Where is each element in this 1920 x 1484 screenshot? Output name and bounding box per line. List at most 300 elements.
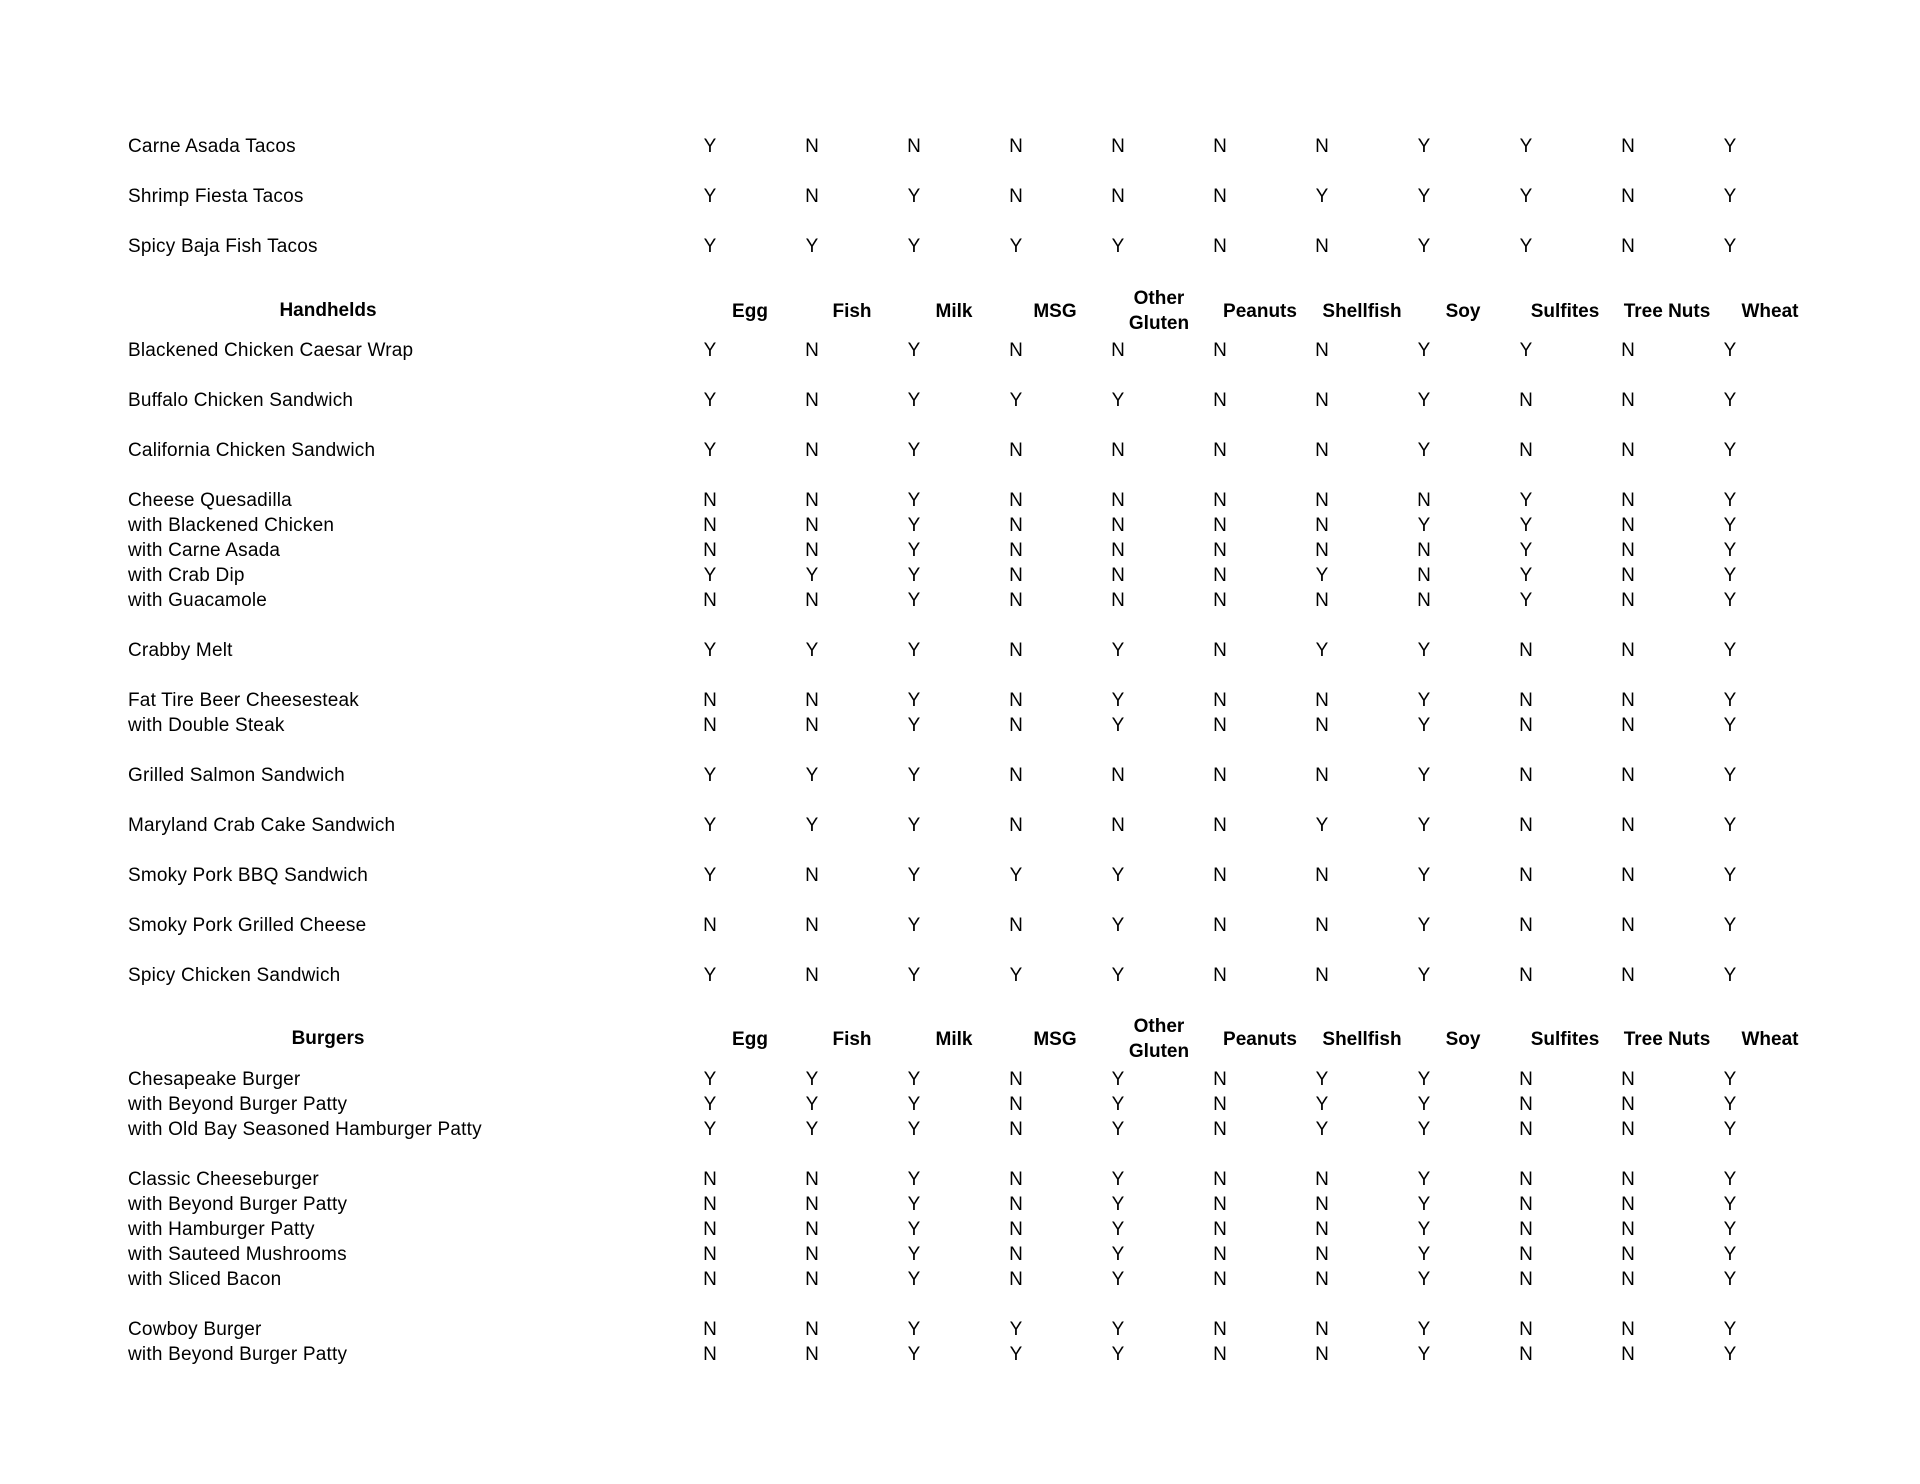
table-row [0,1316,1920,1344]
allergen-flag: N [1213,186,1227,207]
allergen-flag: Y [1723,1319,1737,1340]
allergen-flag: N [805,1344,819,1365]
allergen-flag: Y [907,640,921,661]
allergen-flag: Y [1009,965,1023,986]
column-header-line: Milk [935,1028,973,1050]
allergen-flag: Y [1417,186,1431,207]
allergen-flag: N [1417,490,1431,511]
column-header-text [936,299,973,324]
allergen-flag: N [1111,515,1125,536]
column-header [1715,283,1825,339]
allergen-flag: Y [1009,865,1023,886]
allergen-flag: Y [1315,815,1329,836]
column-header [797,283,907,339]
allergen-flag: Y [805,565,819,586]
allergen-flag: Y [1111,1194,1125,1215]
allergen-flag: Y [805,640,819,661]
allergen-flag: N [1621,1319,1635,1340]
allergen-flag: Y [1417,340,1431,361]
allergen-flag: N [1009,765,1023,786]
allergen-flag: N [703,1219,717,1240]
column-header [1715,1011,1825,1067]
menu-item-name: with Blackened Chicken [128,515,335,536]
allergen-flag: N [1213,340,1227,361]
menu-item-name: with Beyond Burger Patty [128,1094,348,1115]
column-header [1307,1011,1417,1067]
allergen-flag: N [805,1169,819,1190]
table-row [0,562,1920,590]
allergen-flag: N [1111,186,1125,207]
column-header-text [1742,299,1799,324]
allergen-flag: N [1315,1169,1329,1190]
allergen-flag: N [1519,1219,1533,1240]
allergen-flag: N [1009,540,1023,561]
allergen-flag: Y [1417,865,1431,886]
allergen-flag: Y [1315,1094,1329,1115]
table-row [0,233,1920,261]
allergen-flag: Y [1723,815,1737,836]
column-header-line: Milk [935,300,973,322]
allergen-flag: N [1213,1244,1227,1265]
allergen-flag: Y [1723,390,1737,411]
allergen-flag: Y [703,136,717,157]
menu-item-name: with Beyond Burger Patty [128,1344,348,1365]
allergen-flag: Y [1723,865,1737,886]
allergen-flag: N [1315,1319,1329,1340]
allergen-flag: Y [805,1119,819,1140]
allergen-flag: N [1111,136,1125,157]
allergen-flag: Y [1417,1244,1431,1265]
table-row [0,1341,1920,1369]
column-header-text [1033,299,1076,324]
section-header-row [0,283,1920,339]
column-header-text [1624,1027,1711,1052]
allergen-flag: N [1519,1269,1533,1290]
allergen-flag: N [1009,440,1023,461]
table-row [0,812,1920,840]
allergen-flag: Y [1417,1194,1431,1215]
allergen-flag: Y [703,1069,717,1090]
menu-item-name: Carne Asada Tacos [128,136,296,157]
allergen-flag: N [1519,715,1533,736]
allergen-flag: Y [1417,136,1431,157]
column-header-line: Peanuts [1223,300,1297,322]
allergen-flag: Y [1723,1169,1737,1190]
allergen-flag: Y [703,440,717,461]
allergen-flag: N [1417,540,1431,561]
allergen-flag: Y [1417,236,1431,257]
allergen-flag: N [1315,1244,1329,1265]
allergen-flag: N [1111,340,1125,361]
allergen-flag: N [1111,440,1125,461]
allergen-flag: Y [1009,236,1023,257]
allergen-flag: N [1213,640,1227,661]
allergen-flag: N [1621,490,1635,511]
column-header [1205,283,1315,339]
allergen-flag: N [1213,515,1227,536]
column-header-line: Gluten [1128,313,1190,334]
allergen-flag: N [1519,765,1533,786]
allergen-flag: N [1111,590,1125,611]
allergen-flag: Y [1111,915,1125,936]
allergen-flag: N [1213,1269,1227,1290]
column-header [1104,1011,1214,1067]
allergen-flag: N [1621,865,1635,886]
allergen-flag: N [1213,915,1227,936]
allergen-flag: Y [1417,1319,1431,1340]
menu-item-name: with Old Bay Seasoned Hamburger Patty [128,1119,482,1140]
allergen-flag: Y [1417,1219,1431,1240]
allergen-flag: N [1621,565,1635,586]
allergen-flag: Y [1417,515,1431,536]
allergen-flag: Y [1417,1169,1431,1190]
column-header-text [1446,299,1481,324]
allergen-flag: N [1621,815,1635,836]
allergen-flag: N [1009,815,1023,836]
allergen-flag: Y [1417,1094,1431,1115]
allergen-flag: N [1519,1069,1533,1090]
allergen-flag: N [1621,965,1635,986]
allergen-flag: Y [703,965,717,986]
allergen-flag: N [1213,765,1227,786]
column-header-text [1624,299,1711,324]
column-header [899,1011,1009,1067]
allergen-flag: Y [1111,390,1125,411]
allergen-flag: N [1621,440,1635,461]
allergen-flag: Y [1723,236,1737,257]
allergen-flag: N [1417,565,1431,586]
allergen-flag: N [1621,540,1635,561]
allergen-flag: N [1009,340,1023,361]
allergen-flag: Y [1417,440,1431,461]
table-row [0,1216,1920,1244]
allergen-flag: N [805,965,819,986]
allergen-flag: N [1621,690,1635,711]
allergen-flag: N [1213,490,1227,511]
allergen-flag: Y [907,1094,921,1115]
table-row [0,183,1920,211]
allergen-flag: Y [1723,1269,1737,1290]
allergen-flag: N [805,1244,819,1265]
allergen-flag: N [1213,1319,1227,1340]
allergen-flag: N [805,490,819,511]
table-row [0,1066,1920,1094]
allergen-flag: N [805,136,819,157]
column-header-line: Wheat [1741,1028,1799,1050]
allergen-flag: N [1213,965,1227,986]
menu-item-name: Smoky Pork BBQ Sandwich [128,865,369,886]
allergen-flag: N [1315,915,1329,936]
allergen-flag: N [1519,965,1533,986]
allergen-flag: Y [1723,540,1737,561]
allergen-flag: Y [907,715,921,736]
menu-item-name: with Beyond Burger Patty [128,1194,348,1215]
section-title: Burgers [291,1028,365,1049]
column-header-line: Sulfites [1530,1028,1600,1050]
allergen-flag: Y [907,915,921,936]
allergen-flag: N [1315,490,1329,511]
allergen-flag: Y [1009,1344,1023,1365]
allergen-flag: N [805,186,819,207]
menu-item-name: Cheese Quesadilla [128,490,292,511]
allergen-flag: Y [1723,136,1737,157]
allergen-flag: N [1009,1194,1023,1215]
table-row [0,133,1920,161]
table-row [0,487,1920,515]
allergen-flag: N [703,915,717,936]
allergen-flag: Y [1417,715,1431,736]
allergen-flag: Y [1519,590,1533,611]
column-header-text [1223,299,1297,324]
menu-item-name: with Sauteed Mushrooms [128,1244,347,1265]
column-header-text [1129,286,1189,336]
table-row [0,1166,1920,1194]
allergen-flag: Y [1723,1194,1737,1215]
allergen-flag: N [1009,1244,1023,1265]
column-header-text [1446,1027,1481,1052]
allergen-flag: Y [1417,390,1431,411]
allergen-flag: N [1213,1094,1227,1115]
allergen-flag: Y [1519,490,1533,511]
allergen-flag: N [805,715,819,736]
allergen-flag: N [703,490,717,511]
allergen-flag: Y [1723,490,1737,511]
allergen-flag: N [1213,1194,1227,1215]
column-header-text [1322,299,1401,324]
column-header-text [1531,299,1600,324]
allergen-flag: N [1621,1344,1635,1365]
allergen-flag: N [1621,1119,1635,1140]
table-row [0,1191,1920,1219]
allergen-flag: N [805,540,819,561]
allergen-flag: N [1315,765,1329,786]
allergen-flag: N [1213,540,1227,561]
allergen-flag: Y [1315,1069,1329,1090]
column-header-line: Fish [832,300,872,322]
table-row [0,762,1920,790]
allergen-flag: Y [1417,815,1431,836]
allergen-flag: Y [907,390,921,411]
allergen-flag: Y [907,1069,921,1090]
allergen-flag: Y [907,565,921,586]
allergen-flag: N [1009,1269,1023,1290]
table-row [0,437,1920,465]
allergen-flag: Y [1723,515,1737,536]
menu-item-name: Spicy Baja Fish Tacos [128,236,318,257]
column-header-text [1129,1014,1189,1064]
allergen-flag: N [1009,136,1023,157]
allergen-flag: N [1621,765,1635,786]
table-row [0,1241,1920,1269]
column-header-text [832,1027,871,1052]
allergen-flag: N [805,1319,819,1340]
menu-item-name: Fat Tire Beer Cheesesteak [128,690,359,711]
allergen-flag: N [805,1194,819,1215]
allergen-flag: Y [907,815,921,836]
column-header-line: MSG [1033,300,1077,322]
allergen-flag: N [1621,1169,1635,1190]
allergen-flag: N [1519,865,1533,886]
table-row [0,1091,1920,1119]
column-header-line: Gluten [1128,1041,1190,1062]
column-header-line: Shellfish [1322,300,1402,322]
allergen-flag: Y [1723,915,1737,936]
allergen-flag: Y [1111,1269,1125,1290]
allergen-flag: N [703,1319,717,1340]
allergen-flag: Y [1723,340,1737,361]
column-header [1510,1011,1620,1067]
allergen-flag: N [1009,1094,1023,1115]
allergen-flag: Y [1417,640,1431,661]
allergen-flag: N [805,865,819,886]
allergen-flag: N [1009,1169,1023,1190]
menu-item-name: Spicy Chicken Sandwich [128,965,341,986]
menu-item-name: Chesapeake Burger [128,1069,301,1090]
allergen-flag: N [1621,1219,1635,1240]
column-header-line: Soy [1445,1028,1481,1050]
allergen-flag: N [1213,1344,1227,1365]
allergen-flag: Y [907,1119,921,1140]
menu-item-name: Classic Cheeseburger [128,1169,319,1190]
allergen-flag: N [805,590,819,611]
column-header [1510,283,1620,339]
allergen-flag: Y [1111,1344,1125,1365]
allergen-flag: N [805,440,819,461]
allergen-flag: N [1621,715,1635,736]
column-header-line: Tree Nuts [1623,1028,1711,1050]
allergen-flag: Y [1315,640,1329,661]
allergen-flag: N [1009,515,1023,536]
allergen-flag: Y [1417,765,1431,786]
allergen-flag: N [1315,690,1329,711]
table-row [0,387,1920,415]
allergen-flag: N [1621,515,1635,536]
allergen-flag: N [1315,540,1329,561]
table-row [0,962,1920,990]
allergen-flag: N [1315,1194,1329,1215]
column-header-line: Other [1133,288,1185,309]
column-header [1000,283,1110,339]
column-header-text [1742,1027,1799,1052]
allergen-flag: Y [907,515,921,536]
allergen-flag: N [703,590,717,611]
allergen-flag: Y [1111,715,1125,736]
allergen-flag: N [1519,1094,1533,1115]
allergen-flag: N [1009,1219,1023,1240]
column-header [1612,283,1722,339]
allergen-flag: N [1315,865,1329,886]
allergen-flag: Y [1417,915,1431,936]
allergen-flag: N [1213,390,1227,411]
allergen-flag: N [1417,590,1431,611]
table-row [0,712,1920,740]
allergen-flag: Y [703,640,717,661]
table-row [0,587,1920,615]
allergen-flag: Y [1723,965,1737,986]
column-header-line: Fish [832,1028,872,1050]
allergen-flag: N [1621,915,1635,936]
menu-item-name: with Carne Asada [128,540,281,561]
allergen-flag: N [1621,590,1635,611]
allergen-flag: Y [1723,440,1737,461]
allergen-flag: N [1621,1069,1635,1090]
allergen-flag: N [703,1269,717,1290]
column-header-text [732,299,768,324]
menu-item-name: with Guacamole [128,590,268,611]
allergen-flag: Y [907,340,921,361]
allergen-flag: Y [1417,1344,1431,1365]
allergen-flag: Y [703,815,717,836]
allergen-flag: N [1213,440,1227,461]
allergen-flag: Y [907,236,921,257]
allergen-flag: N [1519,1169,1533,1190]
allergen-flag: N [1519,640,1533,661]
allergen-flag: N [703,515,717,536]
table-row [0,537,1920,565]
column-header-line: Shellfish [1322,1028,1402,1050]
allergen-flag: N [1009,715,1023,736]
column-header [695,1011,805,1067]
allergen-flag: Y [907,1194,921,1215]
allergen-flag: Y [703,1119,717,1140]
allergen-flag: Y [1111,965,1125,986]
allergen-flag: N [1213,590,1227,611]
allergen-flag: Y [907,1169,921,1190]
column-header-text [1033,1027,1076,1052]
allergen-flag: N [1519,1119,1533,1140]
allergen-flag: N [1315,390,1329,411]
allergen-flag: N [805,915,819,936]
allergen-flag: Y [1111,1119,1125,1140]
allergen-flag: N [1315,515,1329,536]
allergen-flag: Y [907,490,921,511]
allergen-flag: N [1315,340,1329,361]
allergen-flag: Y [1417,1269,1431,1290]
allergen-flag: N [1213,1069,1227,1090]
allergen-flag: Y [1723,765,1737,786]
allergen-flag: Y [907,690,921,711]
allergen-flag: N [1111,490,1125,511]
column-header [1205,1011,1315,1067]
allergen-flag: Y [1723,715,1737,736]
allergen-flag: Y [907,865,921,886]
allergen-flag: Y [1723,1069,1737,1090]
allergen-flag: Y [1111,690,1125,711]
allergen-flag: Y [1519,565,1533,586]
column-header-line: MSG [1033,1028,1077,1050]
allergen-flag: Y [1111,1069,1125,1090]
allergen-flag: N [1519,815,1533,836]
menu-item-name: Cowboy Burger [128,1319,262,1340]
allergen-flag: Y [1723,1119,1737,1140]
allergen-flag: Y [907,1219,921,1240]
allergen-flag: Y [1111,865,1125,886]
menu-item-name: Smoky Pork Grilled Cheese [128,915,367,936]
allergen-flag: Y [907,186,921,207]
allergen-flag: Y [1315,186,1329,207]
allergen-flag: Y [1111,1094,1125,1115]
column-header [1408,1011,1518,1067]
allergen-flag: Y [907,590,921,611]
allergen-flag: Y [1009,1319,1023,1340]
allergen-flag: Y [1111,1169,1125,1190]
allergen-flag: N [1009,690,1023,711]
allergen-flag: N [1315,1269,1329,1290]
allergen-flag: Y [703,186,717,207]
column-header-line: Other [1133,1016,1185,1037]
allergen-flag: N [1621,340,1635,361]
column-header [899,283,1009,339]
